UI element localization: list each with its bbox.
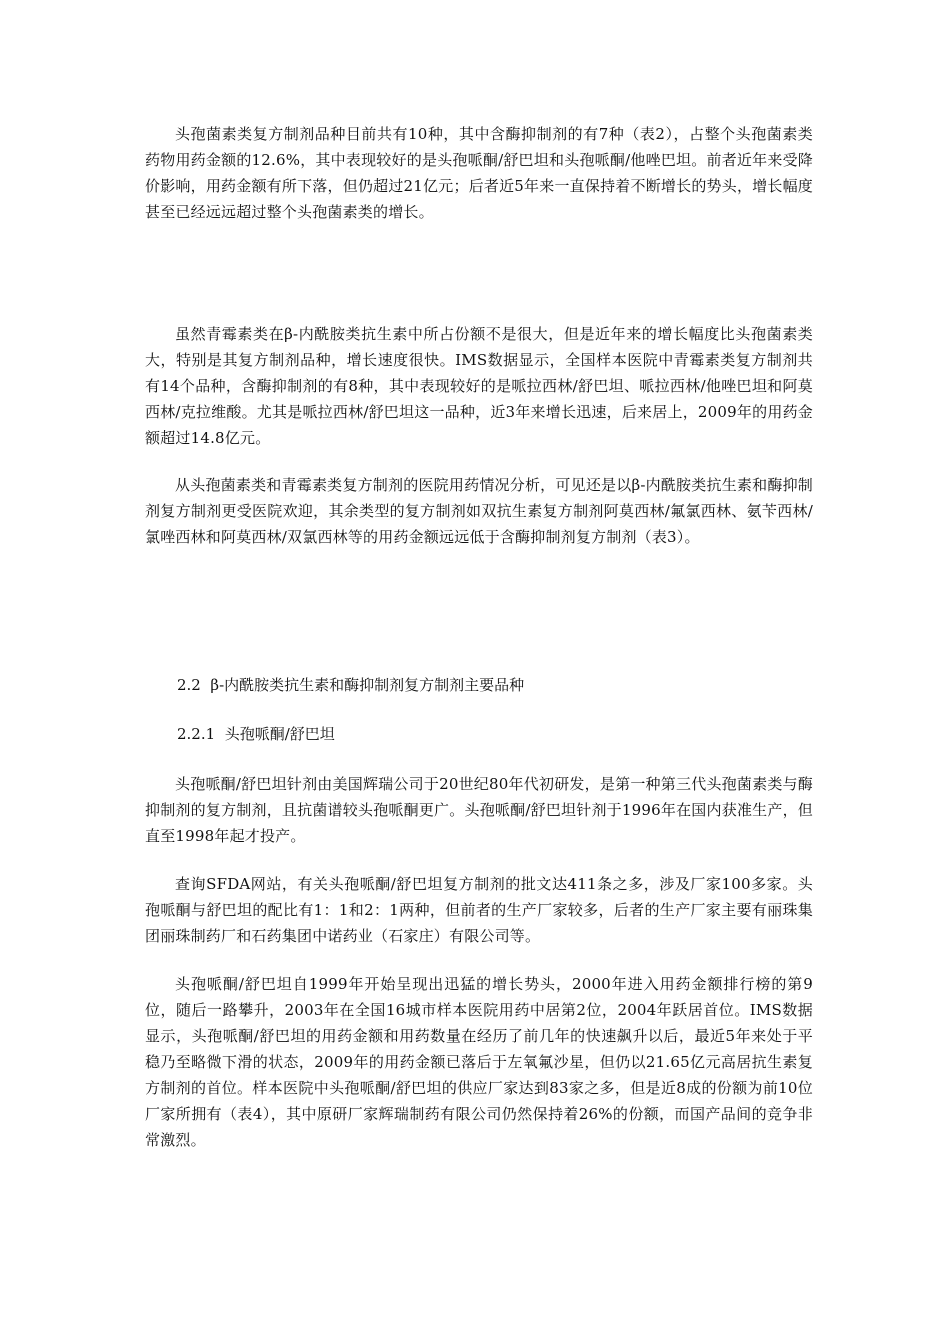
paragraph-sfda-approvals: 查询SFDA网站，有关头孢哌酮/舒巴坦复方制剂的批文达411条之多，涉及厂家100多家。头孢哌酮与舒巴坦的配比有1：1和2：1两种，但前者的生产厂家较多，后者的生产厂家主要有丽珠集团丽珠制药厂和石药集团中诺药业（石家庄）有限公司等。 [145,875,813,945]
paragraph-penicillin-combos: 虽然青霉素类在β-内酰胺类抗生素中所占份额不是很大，但是近年来的增长幅度比头孢菌素类大，特别是其复方制剂品种，增长速度很快。IMS数据显示，全国样本医院中青霉素类复方制剂共有14个品种，含酶抑制剂的有8种，其中表现较好的是哌拉西林/舒巴坦、哌拉西林/他唑巴坦和阿莫西林/克拉维酸。尤其是哌拉西林/舒巴坦这一品种，近3年来增长迅速，后来居上，2009年的用药金额超过14.8亿元。 [145,325,813,447]
section-heading-2-2-1: 2.2.1 头孢哌酮/舒巴坦 [177,725,335,743]
section-heading-2-2: 2.2 β-内酰胺类抗生素和酶抑制剂复方制剂主要品种 [177,676,525,694]
paragraph-cefoperazone-history: 头孢哌酮/舒巴坦针剂由美国辉瑞公司于20世纪80年代初研发，是第一种第三代头孢菌素类与酶抑制剂的复方制剂，且抗菌谱较头孢哌酮更广。头孢哌酮/舒巴坦针剂于1996年在国内获准生产，但直至1998年起才投产。 [145,775,813,845]
paragraph-cephalosporin-combos: 头孢菌素类复方制剂品种目前共有10种，其中含酶抑制剂的有7种（表2），占整个头孢菌素类药物用药金额的12.6%，其中表现较好的是头孢哌酮/舒巴坦和头孢哌酮/他唑巴坦。前者近年来受降价影响，用药金额有所下落，但仍超过21亿元；后者近5年来一直保持着不断增长的势头，增长幅度甚至已经远远超过整个头孢菌素类的增长。 [145,125,813,221]
paragraph-analysis: 从头孢菌素类和青霉素类复方制剂的医院用药情况分析，可见还是以β-内酰胺类抗生素和酶抑制剂复方制剂更受医院欢迎，其余类型的复方制剂如双抗生素复方制剂阿莫西林/氟氯西林、氨苄西林/氯唑西林和阿莫西林/双氯西林等的用药金额远远低于含酶抑制剂复方制剂（表3）。 [145,476,813,546]
paragraph-market-trends: 头孢哌酮/舒巴坦自1999年开始呈现出迅猛的增长势头，2000年进入用药金额排行榜的第9位，随后一路攀升，2003年在全国16城市样本医院用药中居第2位，2004年跃居首位。IMS数据显示，头孢哌酮/舒巴坦的用药金额和用药数量在经历了前几年的快速飙升以后，最近5年来处于平稳乃至略微下滑的状态，2009年的用药金额已落后于左氧氟沙星，但仍以21.65亿元高居抗生素复方制剂的首位。样本医院中头孢哌酮/舒巴坦的供应厂家达到83家之多，但是近8成的份额为前10位厂家所拥有（表4），其中原研厂家辉瑞制药有限公司仍然保持着26%的份额，而国产品间的竞争非常激烈。 [145,975,813,1149]
